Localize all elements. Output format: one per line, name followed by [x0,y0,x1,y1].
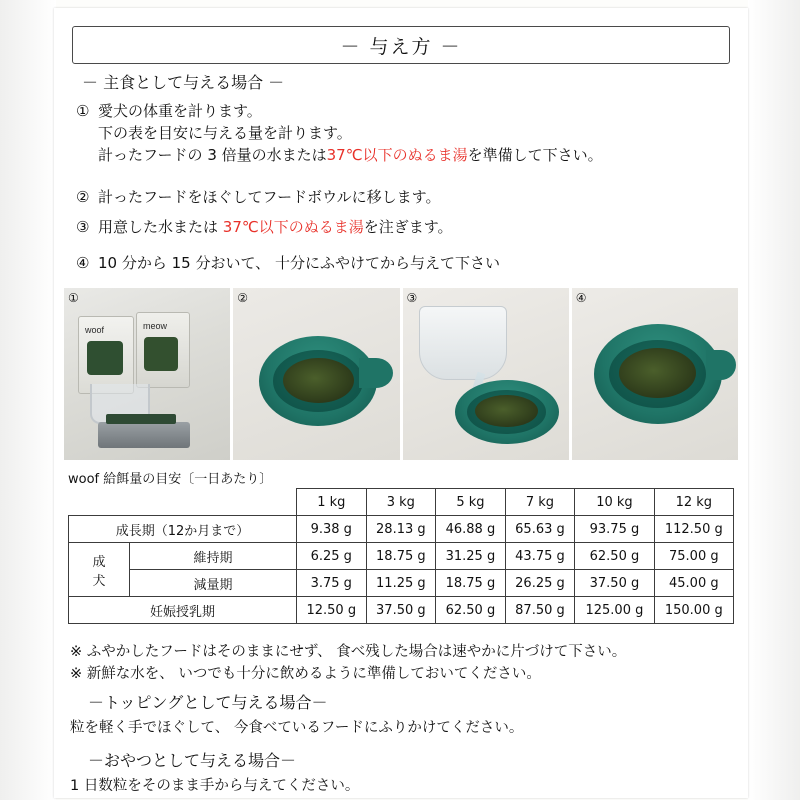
row-group-adult-line1: 成 [92,554,106,570]
step-1-text-1: 愛犬の体重を計ります。 [98,102,262,120]
row-header-growth: 成長期（12か月まで） [69,516,297,543]
step-1-text-3a: 計ったフードの 3 倍量の水または [98,146,327,164]
step-1-line-1 [76,100,262,122]
photo-4-badge: ④ [575,291,587,305]
page-edge-right [748,0,800,800]
table-caption: woof 給餌量の目安〔一日あたり〕 [68,472,273,487]
cell-diet-1kg: 3.75 g [297,570,367,597]
photo-step-2 [233,288,399,460]
cell-diet-5kg: 18.75 g [436,570,506,597]
pack-meow-label: meow [143,321,168,331]
row-header-maintenance: 維持期 [130,543,297,570]
cell-pregnancy-10kg: 125.00 g [575,597,654,624]
cell-maintenance-7kg: 43.75 g [505,543,575,570]
col-header-1kg: 1 kg [297,489,367,516]
row-header-pregnancy: 妊娠授乳期 [69,597,297,624]
col-header-3kg: 3 kg [366,489,436,516]
table-row [69,597,734,624]
photo-step-1 [64,288,230,460]
pack-meow-window [144,337,178,371]
step-2-line-1 [76,186,440,208]
cell-maintenance-10kg: 62.50 g [575,543,654,570]
feeding-amount-table [68,488,734,624]
col-header-5kg: 5 kg [436,489,506,516]
cell-diet-10kg: 37.50 g [575,570,654,597]
photo-step-4 [572,288,738,460]
kettle [419,306,507,380]
instruction-sheet [54,8,748,798]
cell-maintenance-5kg: 31.25 g [436,543,506,570]
pack-woof-label: woof [85,325,105,335]
step-3-text-b: を注ぎます。 [363,218,453,236]
photo-3-badge: ③ [406,291,418,305]
col-header-10kg: 10 kg [575,489,654,516]
page-title: － 与え方 － [340,35,462,58]
bowl-spout [706,350,736,380]
cell-pregnancy-5kg: 62.50 g [436,597,506,624]
step-1-text-3b: を準備して下さい。 [467,146,603,164]
photo-step-3 [403,288,569,460]
cell-maintenance-3kg: 18.75 g [366,543,436,570]
row-group-adult [69,543,130,597]
table-row [69,570,734,597]
cell-diet-12kg: 45.00 g [654,570,733,597]
step-4-text: 10 分から 15 分おいて、 十分にふやけてから与えて下さい [98,254,500,272]
cell-growth-10kg: 93.75 g [575,516,654,543]
cell-maintenance-12kg: 75.00 g [654,543,733,570]
step-1-text-2: 下の表を目安に与える量を計ります。 [98,124,352,142]
cell-pregnancy-12kg: 150.00 g [654,597,733,624]
topping-text: 粒を軽く手でほぐして、 今食べているフードにふりかけてください。 [70,720,524,736]
step-4-number: ④ [76,254,90,272]
section-heading-snack: －おやつとして与える場合－ [88,751,297,770]
food-bowl [594,324,722,424]
photo-strip [64,288,738,460]
dry-food [475,395,537,427]
cell-diet-7kg: 26.25 g [505,570,575,597]
step-3-text-highlight: 37℃以下のぬるま湯 [222,218,364,236]
note-1: ※ ふやかしたフードはそのままにせず、 食べ残した場合は速やかに片づけて下さい。 [70,644,627,660]
row-header-diet: 減量期 [130,570,297,597]
col-header-7kg: 7 kg [505,489,575,516]
cell-growth-5kg: 46.88 g [436,516,506,543]
step-4-line-1 [76,252,500,274]
cell-maintenance-1kg: 6.25 g [297,543,367,570]
section-heading-main: － 主食として与える場合 － [82,73,285,92]
food-bowl [455,380,559,444]
step-3-text-a: 用意した水または [98,218,223,236]
photo-1-badge: ① [68,291,79,305]
table-row [69,516,734,543]
step-1-line-3 [76,144,603,166]
cell-diet-3kg: 11.25 g [366,570,436,597]
section-heading-topping: －トッピングとして与える場合－ [88,693,328,712]
soaked-food [619,348,696,398]
cell-growth-12kg: 112.50 g [654,516,733,543]
cell-growth-1kg: 9.38 g [297,516,367,543]
kitchen-scale [98,422,190,448]
step-1-number: ① [76,102,90,120]
cell-growth-3kg: 28.13 g [366,516,436,543]
title-box [72,26,730,64]
step-3-number: ③ [76,218,90,236]
cell-growth-7kg: 65.63 g [505,516,575,543]
dry-food [283,358,354,403]
table-corner-cell [69,489,297,516]
scale-pan-food [106,414,176,424]
step-1-text-3-highlight: 37℃以下のぬるま湯 [326,146,468,164]
row-group-adult-line2: 犬 [92,573,106,589]
step-2-number: ② [76,188,90,206]
table-header-row [69,489,734,516]
table-row [69,543,734,570]
product-pack-woof [78,316,134,394]
col-header-12kg: 12 kg [654,489,733,516]
step-3-line-1 [76,216,453,238]
photo-2-badge: ② [237,291,249,305]
product-pack-meow [136,312,190,388]
bowl-spout [359,358,393,388]
cell-pregnancy-1kg: 12.50 g [297,597,367,624]
note-2: ※ 新鮮な水を、 いつでも十分に飲めるように準備しておいてください。 [70,666,541,682]
step-1-line-2 [76,122,352,144]
page-edge-left [0,0,56,800]
pack-woof-window [87,341,123,375]
cell-pregnancy-7kg: 87.50 g [505,597,575,624]
cell-pregnancy-3kg: 37.50 g [366,597,436,624]
snack-text: 1 日数粒をそのまま手から与えてください。 [70,778,360,794]
step-2-text: 計ったフードをほぐしてフードボウルに移します。 [98,188,441,206]
